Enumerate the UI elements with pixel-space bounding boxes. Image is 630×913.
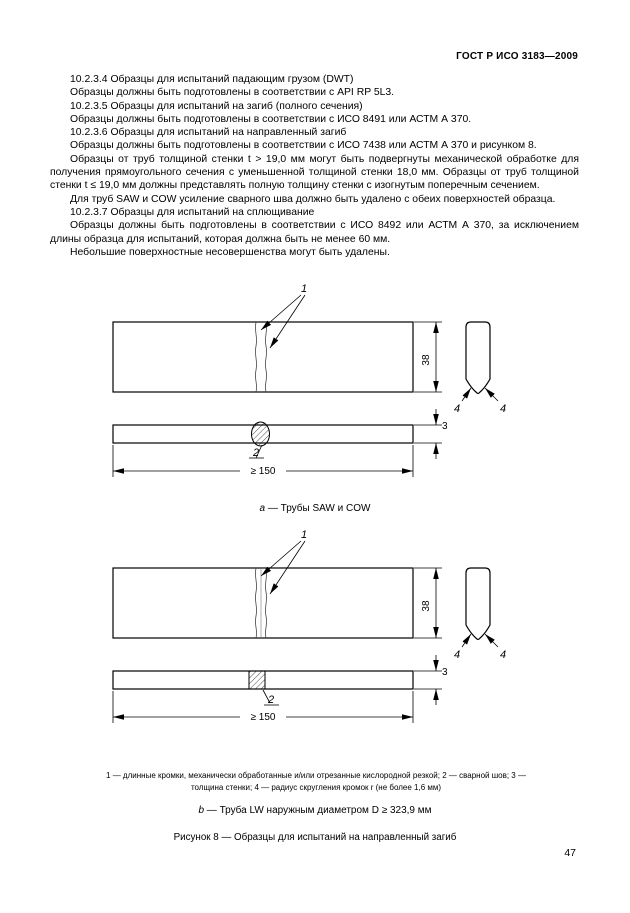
dim-38-label: 38 bbox=[421, 354, 432, 366]
dim-3-label: 3 bbox=[442, 421, 448, 432]
page-number: 47 bbox=[564, 847, 576, 859]
caption-a-letter: a bbox=[259, 503, 266, 514]
dimension-width-38 bbox=[414, 322, 442, 392]
caption-b-text: — Труба LW наружным диаметром D ≥ 323,9 мм bbox=[206, 805, 432, 816]
specimen-side-view bbox=[113, 671, 413, 706]
paragraph-heading: 10.2.3.6 Образцы для испытаний на направленный загиб bbox=[70, 127, 347, 139]
paragraph: Образцы от труб толщиной стенки t > 19,0 мм могут быть подвергнуты механической обработке для получения прямоугольного сечения с уменьшенной толщиной стенки 18,0 мм. Образцы от труб толщиной стенки t ≤ 19,0 мм должны представлять полную толщину стенки с изогнутым поперечным сечением. bbox=[50, 153, 579, 192]
figure-legend: 1 — длинные кромки, механически обработанные и/или отрезанные кислородной резкой; 2 — сварной шов; 3 — толщина стенки; 4 — радиус скругления кромок r (не более 1,6 мм) bbox=[106, 771, 526, 792]
dimension-thickness-3 bbox=[414, 655, 448, 705]
paragraph-heading: 10.2.3.7 Образцы для испытаний на сплющивание bbox=[70, 206, 315, 218]
weld-seam bbox=[252, 422, 270, 446]
specimen-top-view bbox=[113, 322, 413, 392]
specimen-cross-section bbox=[454, 568, 506, 661]
paragraph: Образцы должны быть подготовлены в соответствии с ИСО 8491 или АСТМ А 370. bbox=[70, 113, 472, 125]
dimension-thickness-3 bbox=[414, 409, 448, 459]
dim-150-label: ≥ 150 bbox=[250, 466, 276, 477]
callout-4-right-label: 4 bbox=[499, 403, 507, 415]
paragraph-heading: 10.2.3.4 Образцы для испытаний падающим грузом (DWT) bbox=[70, 74, 354, 85]
paragraph-heading: 10.2.3.5 Образцы для испытаний на загиб (полного сечения) bbox=[70, 100, 363, 112]
callout-2-label: 2 bbox=[267, 694, 275, 706]
callout-4-right-label: 4 bbox=[499, 649, 507, 661]
dimension-length-150 bbox=[113, 691, 413, 723]
paragraph: Для труб SAW и COW усиление сварного шва должно быть удалено с обеих поверхностей образца. bbox=[70, 193, 556, 205]
paragraph: Образцы должны быть подготовлены в соответствии с API RP 5L3. bbox=[70, 87, 395, 99]
doc-number: ГОСТ Р ИСО 3183—2009 bbox=[456, 51, 578, 62]
paragraph: Образцы должны быть подготовлены в соответствии с ИСО 8492 или АСТМ А 370, за исключением длины образца для испытаний, которая должна быть не менее 60 мм. bbox=[50, 220, 579, 245]
figure-8b-drawing bbox=[58, 524, 518, 732]
dimension-length-150 bbox=[113, 445, 413, 477]
specimen-cross-section bbox=[454, 322, 506, 415]
dim-150-label: ≥ 150 bbox=[250, 712, 276, 723]
paragraph: Небольшие поверхностные несовершенства могут быть удалены. bbox=[70, 246, 390, 258]
dim-3-label: 3 bbox=[442, 667, 448, 678]
figure-8a-caption bbox=[0, 503, 630, 514]
figure-8-caption: Рисунок 8 — Образцы для испытаний на направленный загиб bbox=[173, 832, 457, 843]
callout-1-label: 1 bbox=[300, 529, 308, 541]
body-text bbox=[50, 73, 579, 259]
dimension-width-38 bbox=[414, 568, 442, 638]
callout-2-label: 2 bbox=[252, 447, 260, 459]
paragraph: Образцы должны быть подготовлены в соответствии с ИСО 7438 или АСТМ А 370 и рисунком 8. bbox=[70, 140, 537, 152]
callout-4-left-label: 4 bbox=[453, 403, 461, 415]
specimen-top-view bbox=[113, 568, 413, 638]
dim-38-label: 38 bbox=[421, 600, 432, 612]
specimen-side-view bbox=[113, 422, 413, 459]
figure-8b-caption bbox=[0, 805, 630, 816]
figure-8a-drawing bbox=[58, 278, 518, 486]
weld-seam bbox=[249, 671, 265, 689]
callout-4-left-label: 4 bbox=[453, 649, 461, 661]
caption-b-letter: b bbox=[198, 805, 205, 816]
callout-1-label: 1 bbox=[300, 283, 308, 295]
caption-a-text: — Трубы SAW и COW bbox=[267, 503, 371, 514]
